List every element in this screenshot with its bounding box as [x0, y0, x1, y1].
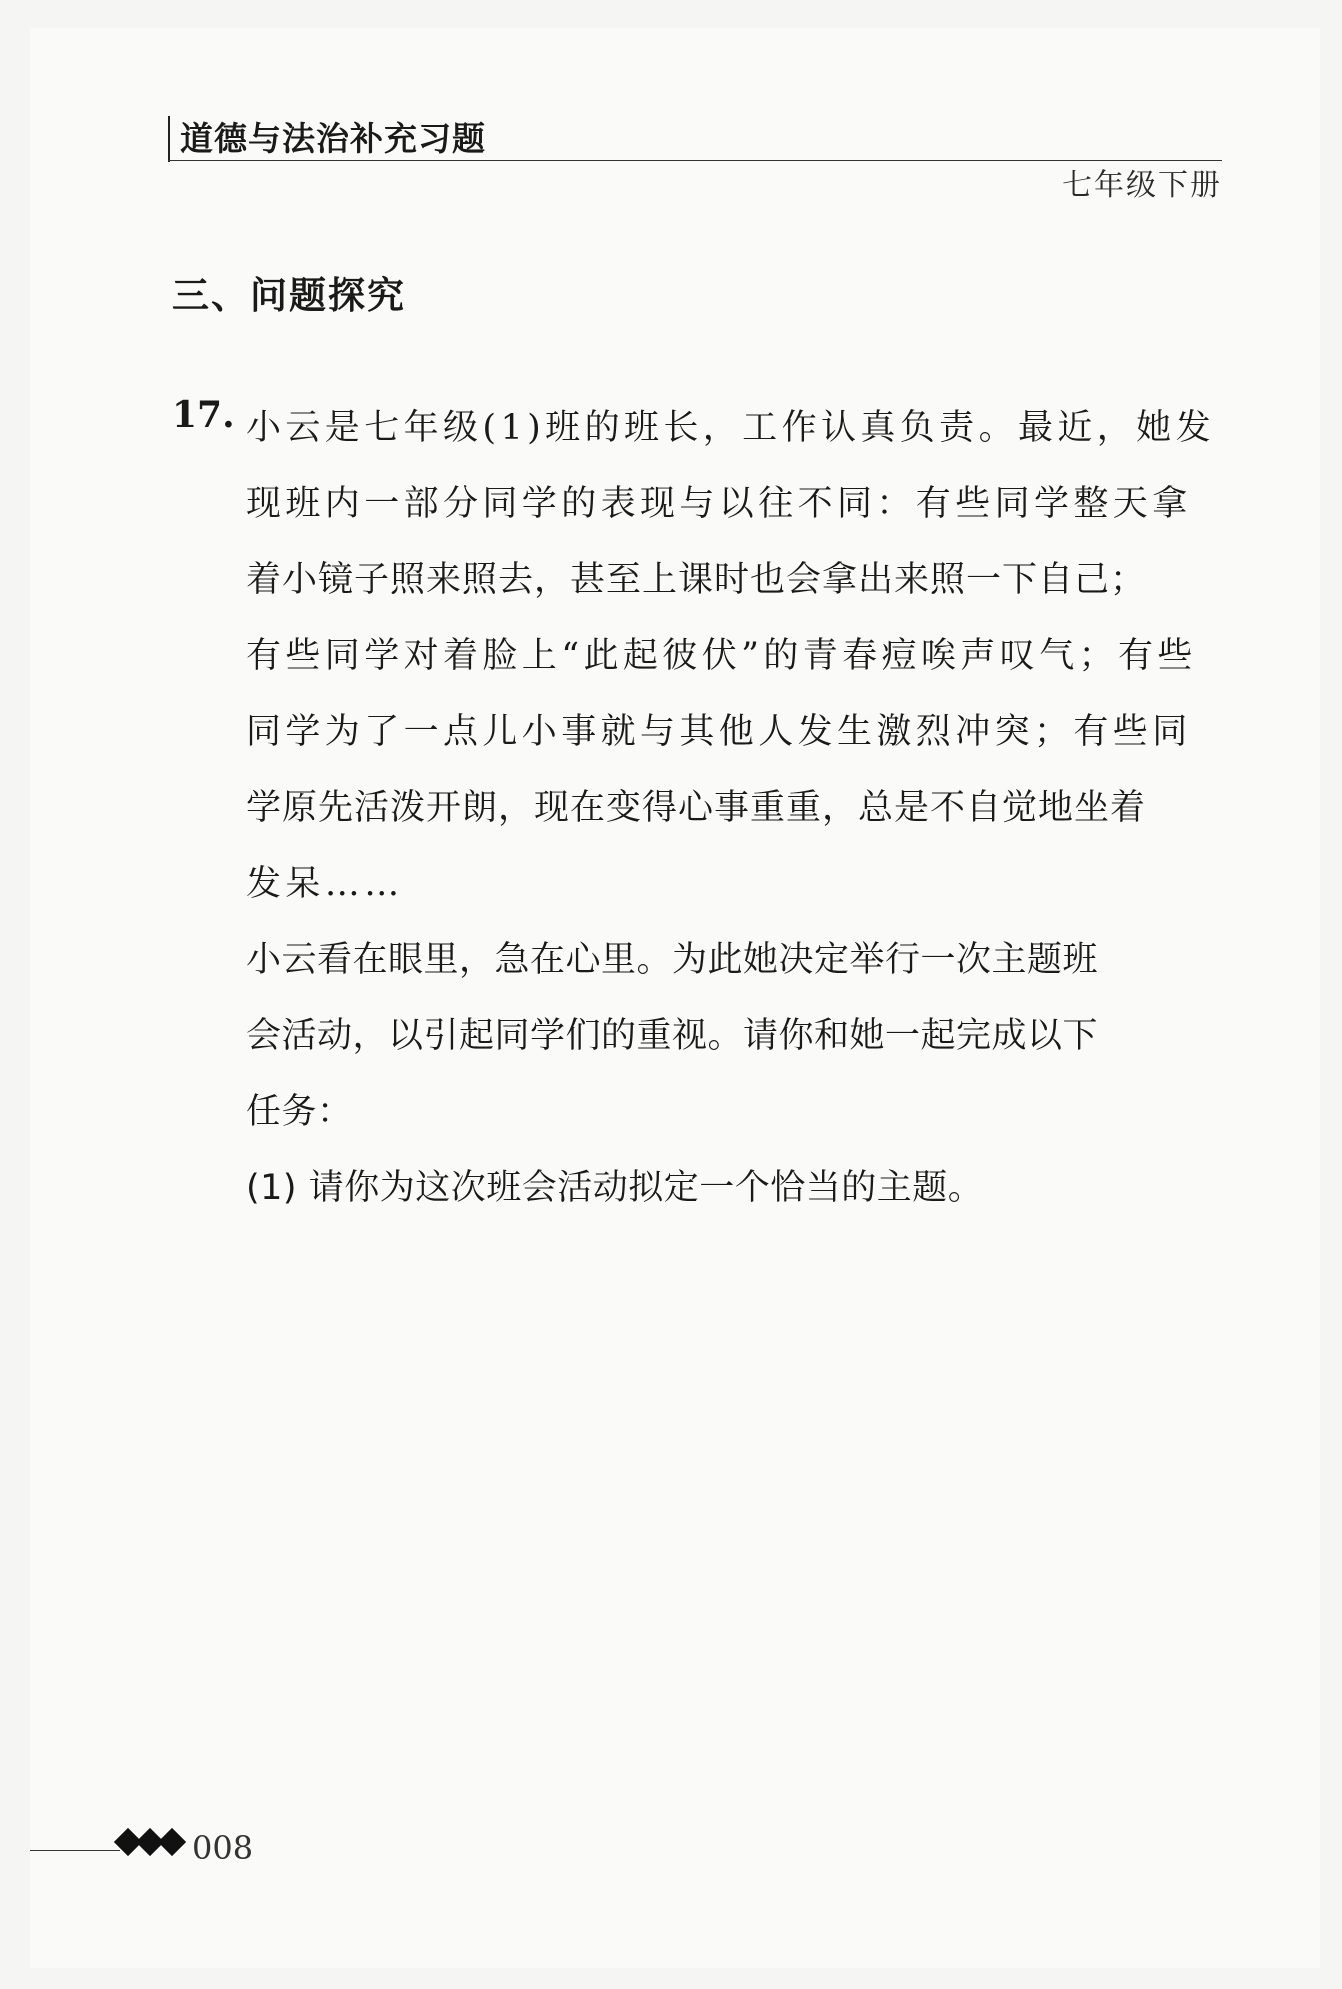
question-line: 着小镜子照来照去，甚至上课时也会拿出来照一下自己；: [246, 560, 1147, 600]
subquestion-1: (1) 请你为这次班会活动拟定一个恰当的主题。: [246, 1168, 984, 1208]
question-line: 同学为了一点儿小事就与其他人发生激烈冲突；有些同: [246, 712, 1192, 752]
task-line: 任务：: [246, 1092, 353, 1132]
question-line: 学原先活泼开朗，现在变得心事重重，总是不自觉地坐着: [246, 788, 1147, 828]
task-line: 小云看在眼里，急在心里。为此她决定举行一次主题班: [246, 940, 1099, 980]
book-title: 道德与法治补充习题: [180, 119, 486, 158]
diamond-ornament-icon: [118, 1832, 184, 1852]
page-number: 008: [192, 1829, 254, 1867]
footer-rule: [30, 1850, 120, 1851]
question-line: 小云是七年级(1)班的班长，工作认真负责。最近，她发: [246, 408, 1215, 448]
header-bar: [168, 116, 486, 162]
diamond-icon: [158, 1828, 186, 1856]
section-heading: 三、问题探究: [172, 274, 406, 317]
page-footer: [30, 1820, 430, 1880]
header-rule: [168, 160, 1222, 161]
task-line: 会活动，以引起同学们的重视。请你和她一起完成以下: [246, 1016, 1099, 1056]
question-body: [246, 390, 1222, 1226]
question-line: 发呆……: [246, 864, 404, 904]
grade-subtitle: 七年级下册: [1062, 168, 1222, 203]
question-line: 有些同学对着脸上“此起彼伏”的青春痘唉声叹气；有些: [246, 636, 1197, 676]
question-line: 现班内一部分同学的表现与以往不同：有些同学整天拿: [246, 484, 1192, 524]
question-number: 17.: [172, 394, 235, 436]
